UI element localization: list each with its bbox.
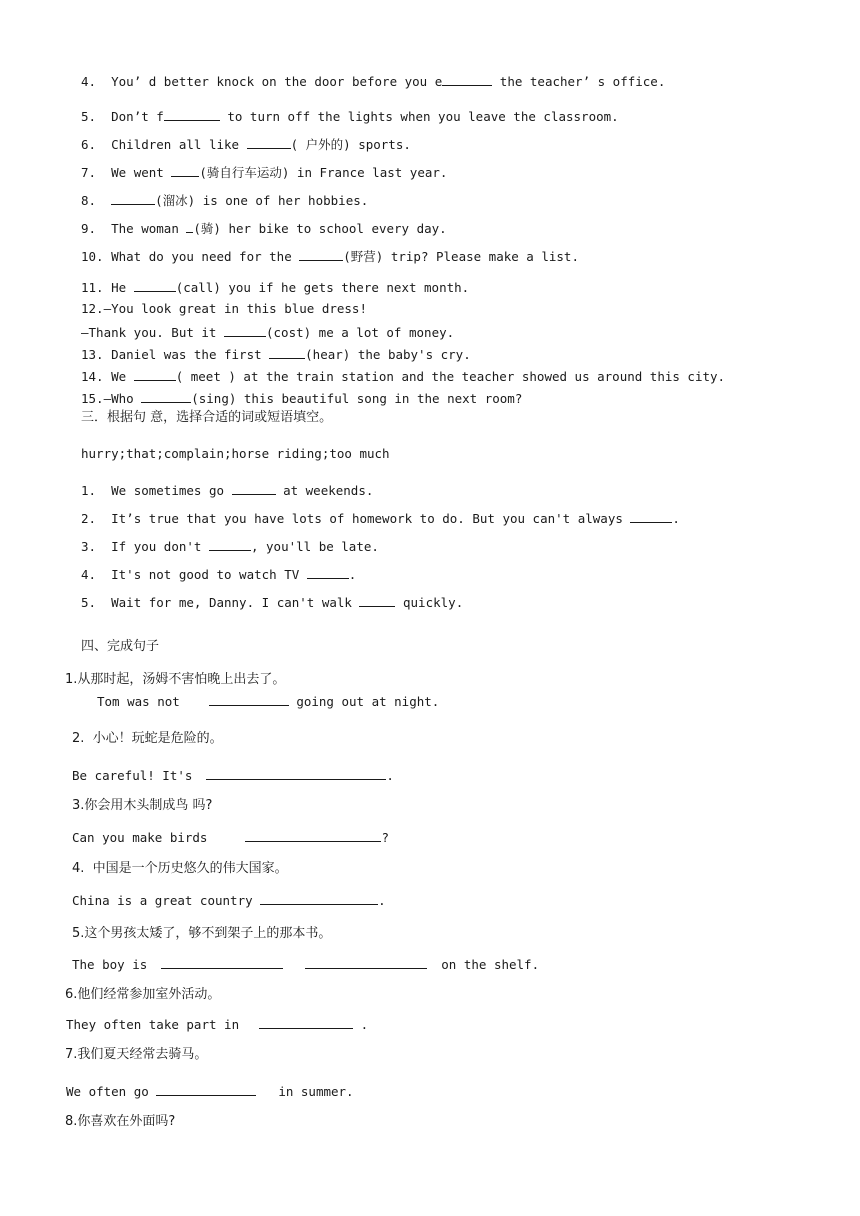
answer-blank[interactable] bbox=[206, 766, 386, 780]
question-5 bbox=[81, 593, 463, 611]
question-4 bbox=[81, 72, 665, 90]
question-9 bbox=[81, 219, 447, 237]
question-12 bbox=[81, 301, 367, 317]
sentence-text: The boy is bbox=[72, 957, 148, 972]
question-text: Children all like bbox=[111, 137, 247, 152]
sentence-3-chinese: 3.你会用木头制成鸟 吗? bbox=[72, 798, 213, 813]
question-number: 13. bbox=[81, 347, 104, 362]
answer-blank[interactable] bbox=[630, 509, 672, 523]
question-text: You’ d better knock on the door before you e bbox=[111, 74, 443, 89]
sentence-8-chinese: 8.你喜欢在外面吗? bbox=[65, 1114, 176, 1129]
answer-blank[interactable] bbox=[359, 593, 395, 607]
question-text: It’s true that you have lots of homework to do. But you can't always bbox=[111, 511, 631, 526]
sentence-6-english bbox=[66, 1015, 368, 1033]
sentence-text: Be careful! It's bbox=[72, 768, 193, 783]
sentence-text: in summer. bbox=[278, 1084, 354, 1099]
answer-blank[interactable] bbox=[156, 1082, 256, 1096]
answer-blank[interactable] bbox=[260, 891, 378, 905]
answer-blank[interactable] bbox=[171, 163, 199, 177]
question-text: . bbox=[348, 567, 357, 582]
answer-blank[interactable] bbox=[164, 107, 220, 121]
question-number: 1. bbox=[81, 483, 97, 498]
question-text: (骑自行车运动) in France last year. bbox=[199, 165, 448, 180]
question-text: Don’t f bbox=[111, 109, 164, 124]
sentence-2-english bbox=[72, 766, 394, 784]
answer-blank[interactable] bbox=[134, 278, 176, 292]
sentence-1-english bbox=[97, 692, 439, 710]
question-text: (溜冰) is one of her hobbies. bbox=[155, 193, 369, 208]
question-number: 6. bbox=[81, 137, 97, 152]
answer-blank-1[interactable] bbox=[161, 955, 283, 969]
question-12-reply bbox=[81, 323, 454, 341]
answer-blank[interactable] bbox=[134, 367, 176, 381]
answer-blank[interactable] bbox=[209, 537, 251, 551]
sentence-text: . bbox=[378, 893, 386, 908]
question-text: It's not good to watch TV bbox=[111, 567, 307, 582]
sentence-3-english bbox=[72, 828, 389, 846]
question-number: 12. bbox=[81, 301, 104, 316]
question-8 bbox=[81, 191, 368, 209]
question-text: , you'll be late. bbox=[250, 539, 379, 554]
question-1 bbox=[81, 481, 373, 499]
question-text: —Who bbox=[103, 391, 142, 406]
answer-blank[interactable] bbox=[247, 135, 291, 149]
sentence-4-english bbox=[72, 891, 386, 909]
answer-blank[interactable] bbox=[259, 1015, 353, 1029]
question-text: —You look great in this blue dress! bbox=[103, 301, 367, 316]
question-number: 4. bbox=[81, 567, 97, 582]
answer-blank[interactable] bbox=[245, 828, 381, 842]
question-4 bbox=[81, 565, 356, 583]
question-text: Wait for me, Danny. I can't walk bbox=[111, 595, 360, 610]
question-text: Daniel was the first bbox=[111, 347, 270, 362]
question-13 bbox=[81, 345, 471, 363]
question-number: 4. bbox=[81, 74, 97, 89]
question-7 bbox=[81, 163, 447, 181]
sentence-text: . bbox=[386, 768, 394, 783]
question-text: We sometimes go bbox=[111, 483, 232, 498]
question-number: 11. bbox=[81, 280, 104, 295]
sentence-6-chinese: 6.他们经常参加室外活动。 bbox=[65, 987, 221, 1002]
question-text: We went bbox=[111, 165, 172, 180]
sentence-text: on the shelf. bbox=[441, 957, 540, 972]
question-3 bbox=[81, 537, 379, 555]
question-text: at weekends. bbox=[275, 483, 374, 498]
question-text: (cost) me a lot of money. bbox=[266, 325, 455, 340]
answer-blank[interactable] bbox=[269, 345, 305, 359]
sentence-2-chinese: 2. 小心！玩蛇是危险的。 bbox=[72, 731, 223, 746]
question-number: 2. bbox=[81, 511, 97, 526]
question-number: 9. bbox=[81, 221, 97, 236]
sentence-text: Can you make birds bbox=[72, 830, 208, 845]
question-text: (hear) the baby's cry. bbox=[305, 347, 471, 362]
sentence-text: We often go bbox=[66, 1084, 157, 1099]
question-text: (sing) this beautiful song in the next room? bbox=[191, 391, 523, 406]
question-number: 10. bbox=[81, 249, 104, 264]
question-text: What do you need for the bbox=[111, 249, 300, 264]
question-text: ( meet ) at the train station and the teacher showed us around this city. bbox=[175, 369, 726, 384]
question-text: (call) you if he gets there next month. bbox=[175, 280, 470, 295]
sentence-1-chinese: 1.从那时起，汤姆不害怕晚上出去了。 bbox=[65, 672, 286, 687]
question-10 bbox=[81, 247, 579, 265]
sentence-5-english bbox=[72, 955, 539, 973]
question-number: 5. bbox=[81, 595, 97, 610]
question-text: —Thank you. But it bbox=[81, 325, 224, 340]
question-6 bbox=[81, 135, 411, 153]
answer-blank[interactable] bbox=[442, 72, 492, 86]
question-number: 15. bbox=[81, 391, 104, 406]
question-number: 7. bbox=[81, 165, 97, 180]
question-text: quickly. bbox=[395, 595, 464, 610]
question-text: He bbox=[111, 280, 134, 295]
sentence-text: going out at night. bbox=[288, 694, 440, 709]
sentence-5-chinese: 5.这个男孩太矮了，够不到架子上的那本书。 bbox=[72, 926, 332, 941]
section-heading: 三．根据句 意，选择合适的词或短语填空。 bbox=[81, 410, 333, 425]
question-text: the teacher’ s office. bbox=[492, 74, 666, 89]
answer-blank[interactable] bbox=[111, 191, 155, 205]
question-text: If you don't bbox=[111, 539, 209, 554]
question-number: 3. bbox=[81, 539, 97, 554]
question-text: We bbox=[111, 369, 134, 384]
sentence-text: Tom was not bbox=[97, 694, 180, 709]
question-text: The woman bbox=[111, 221, 187, 236]
word-bank: hurry;that;complain;horse riding;too much bbox=[81, 446, 390, 461]
answer-blank[interactable] bbox=[209, 692, 289, 706]
answer-blank[interactable] bbox=[232, 481, 276, 495]
sentence-text: ? bbox=[381, 830, 389, 845]
question-number: 14. bbox=[81, 369, 104, 384]
question-2 bbox=[81, 509, 680, 527]
question-11 bbox=[81, 278, 469, 296]
answer-blank-2[interactable] bbox=[305, 955, 427, 969]
sentence-text: . bbox=[360, 1017, 369, 1032]
sentence-7-chinese: 7.我们夏天经常去骑马。 bbox=[65, 1047, 208, 1062]
sentence-text: China is a great country bbox=[72, 893, 261, 908]
question-text: (骑) her bike to school every day. bbox=[193, 221, 447, 236]
answer-blank[interactable] bbox=[141, 389, 191, 403]
question-text: . bbox=[672, 511, 680, 526]
answer-blank[interactable] bbox=[307, 565, 349, 579]
answer-blank[interactable] bbox=[299, 247, 343, 261]
question-15 bbox=[81, 389, 522, 407]
question-number: 8. bbox=[81, 193, 97, 208]
section-heading: 四、完成句子 bbox=[81, 639, 160, 654]
question-number: 5. bbox=[81, 109, 97, 124]
question-14 bbox=[81, 367, 725, 385]
answer-blank[interactable] bbox=[224, 323, 266, 337]
question-text: (野营) trip? Please make a list. bbox=[343, 249, 579, 264]
sentence-4-chinese: 4. 中国是一个历史悠久的伟大国家。 bbox=[72, 861, 288, 876]
sentence-7-english bbox=[66, 1082, 354, 1100]
sentence-text: They often take part in bbox=[66, 1017, 240, 1032]
question-text: ( 户外的) sports. bbox=[290, 137, 411, 152]
question-5 bbox=[81, 107, 619, 125]
question-text: to turn off the lights when you leave the classroom. bbox=[219, 109, 619, 124]
